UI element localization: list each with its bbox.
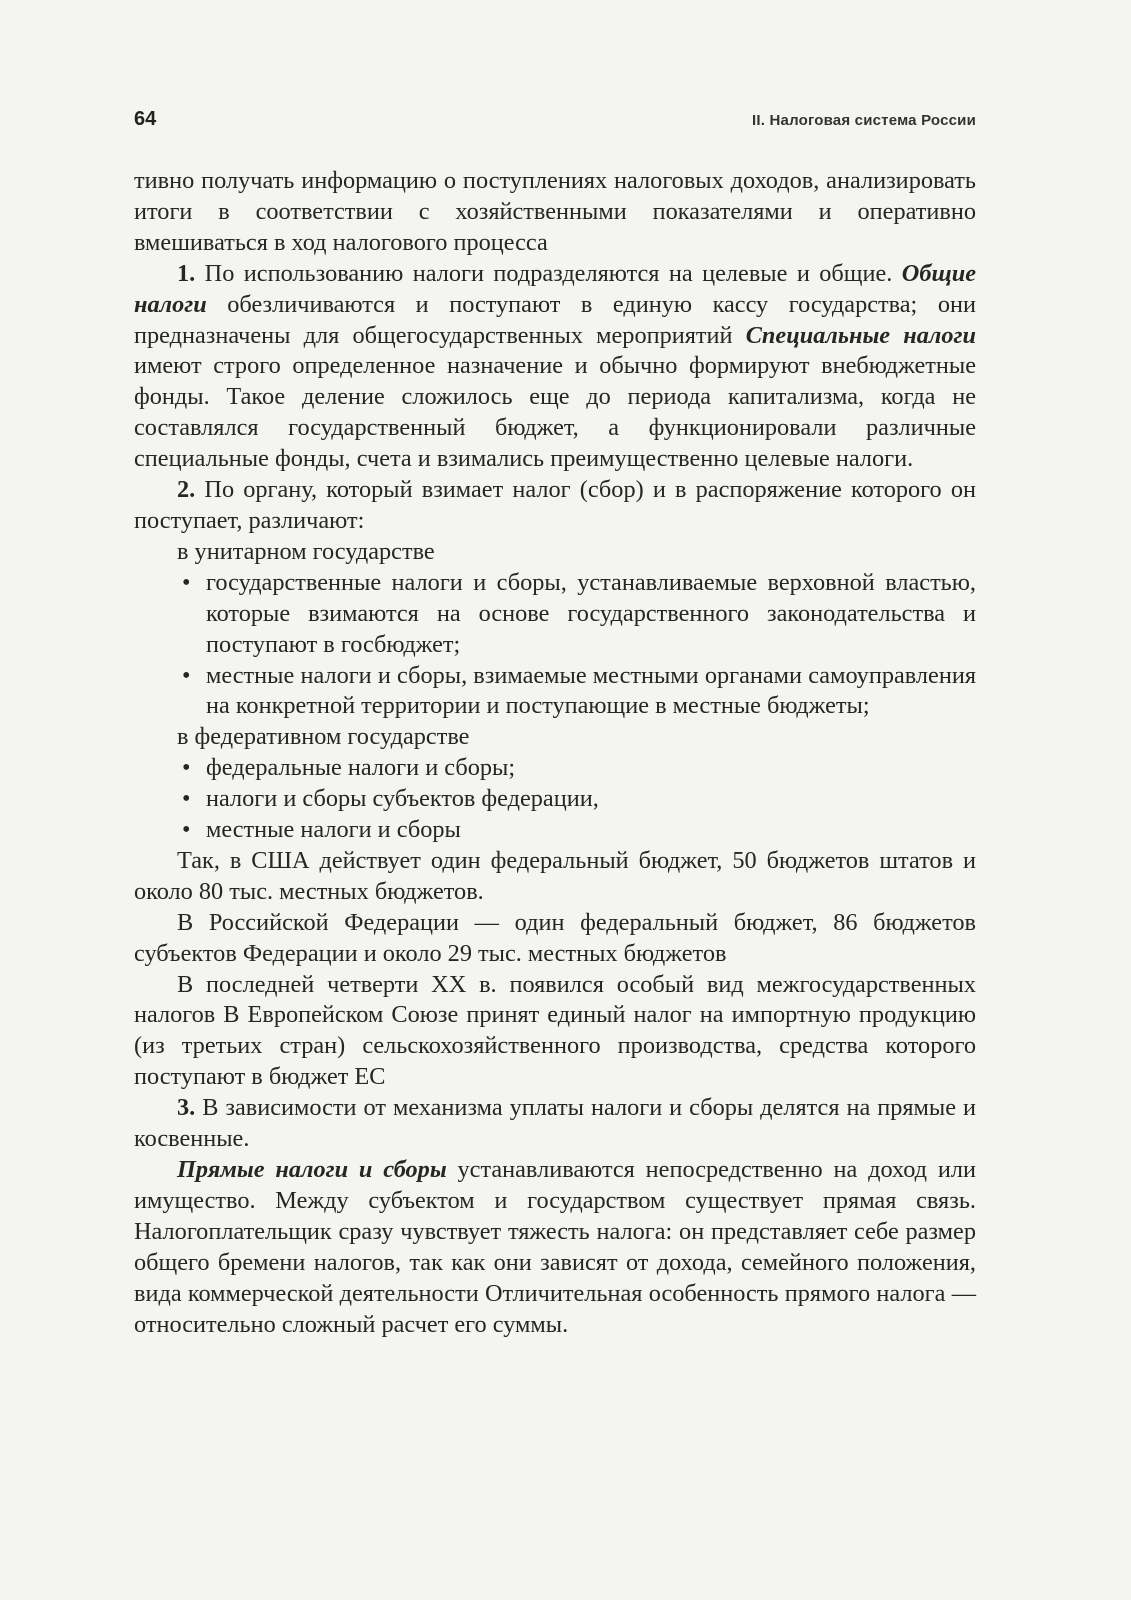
item-number: 2. bbox=[177, 476, 196, 504]
list-item: • налоги и сборы субъектов федерации, bbox=[182, 784, 976, 815]
list-item: • местные налоги и сборы bbox=[182, 815, 976, 846]
paragraph-eu: В последней четверти XX в. появился особый вид межгосударственных налогов В Европейском Союзе принят единый налог на импортную продукцию (из третьих стран) сельскохозяйственного производства, средства которого поступают в бюджет ЕС bbox=[134, 970, 976, 1091]
paragraph-text: В зависимости от механизма уплаты налоги и сборы делятся на прямые и косвенные. bbox=[134, 1094, 976, 1153]
paragraph-direct-taxes bbox=[134, 1155, 976, 1340]
term-special-taxes: Специальные налоги bbox=[745, 321, 976, 349]
item-number: 3. bbox=[177, 1094, 196, 1122]
unitary-list bbox=[134, 568, 976, 723]
page bbox=[134, 108, 976, 1340]
body-text bbox=[134, 166, 976, 1340]
paragraph-text: обезличиваются и поступают в единую кассу государства; они предназначены для общегосударственных мероприятий bbox=[134, 290, 976, 349]
paragraph-text: По использованию налоги подразделяются на целевые и общие. bbox=[195, 259, 902, 287]
paragraph-2 bbox=[134, 475, 976, 537]
list-item: • государственные налоги и сборы, устанавливаемые верховной властью, которые взимаются на основе государственного законодательства и поступают в госбюджет; bbox=[182, 568, 976, 661]
term-direct-taxes: Прямые налоги и сборы bbox=[177, 1156, 447, 1183]
paragraph-text: По органу, который взимает налог (сбор) и в распоряжение которого он поступает, различают: bbox=[134, 476, 976, 534]
running-head: II. Налоговая система России bbox=[752, 112, 976, 129]
page-header bbox=[134, 108, 976, 138]
list-item: • федеральные налоги и сборы; bbox=[182, 753, 976, 784]
unitary-state-label: в унитарном государстве bbox=[177, 537, 435, 565]
paragraph-intro: тивно получать информацию о поступлениях налоговых доходов, анализировать итоги в соответствии с хозяйственными показателями и оперативно вмешиваться в ход налогового процесса bbox=[134, 167, 976, 256]
list-item: • местные налоги и сборы, взимаемые местными органами самоуправления на конкретной территории и поступающие в местные бюджеты; bbox=[182, 661, 976, 723]
item-number: 1. bbox=[177, 259, 196, 287]
paragraph-rf: В Российской Федерации — один федеральный бюджет, 86 бюджетов субъектов Федерации и около 29 тыс. местных бюджетов bbox=[134, 908, 976, 967]
term-general-taxes: Общие налоги bbox=[134, 259, 976, 318]
page-number: 64 bbox=[134, 108, 157, 130]
federal-list bbox=[134, 753, 976, 846]
federal-state-label: в федеративном государстве bbox=[177, 723, 470, 751]
paragraph-text: устанавливаются непосредственно на доход или имущество. Между субъектом и государством существует прямая связь. Налогоплательщик сразу чувствует тяжесть налога: он представляет себе размер общего бремени налогов, так как они зависят от дохода, семейного положения, вида коммерческой деятельности Отличительная особенность прямого налога — относительно сложный расчет его суммы. bbox=[134, 1156, 976, 1338]
paragraph-1 bbox=[134, 259, 976, 475]
paragraph-usa: Так, в США действует один федеральный бюджет, 50 бюджетов штатов и около 80 тыс. местных бюджетов. bbox=[134, 846, 976, 905]
paragraph-3 bbox=[134, 1093, 976, 1155]
paragraph-text: имеют строго определенное назначение и обычно формируют внебюджетные фонды. Такое деление сложилось еще до периода капитализма, когда не составлялся государственный бюджет, а функционировали различные специальные фонды, счета и взимались преимущественно целевые налоги. bbox=[134, 352, 976, 473]
